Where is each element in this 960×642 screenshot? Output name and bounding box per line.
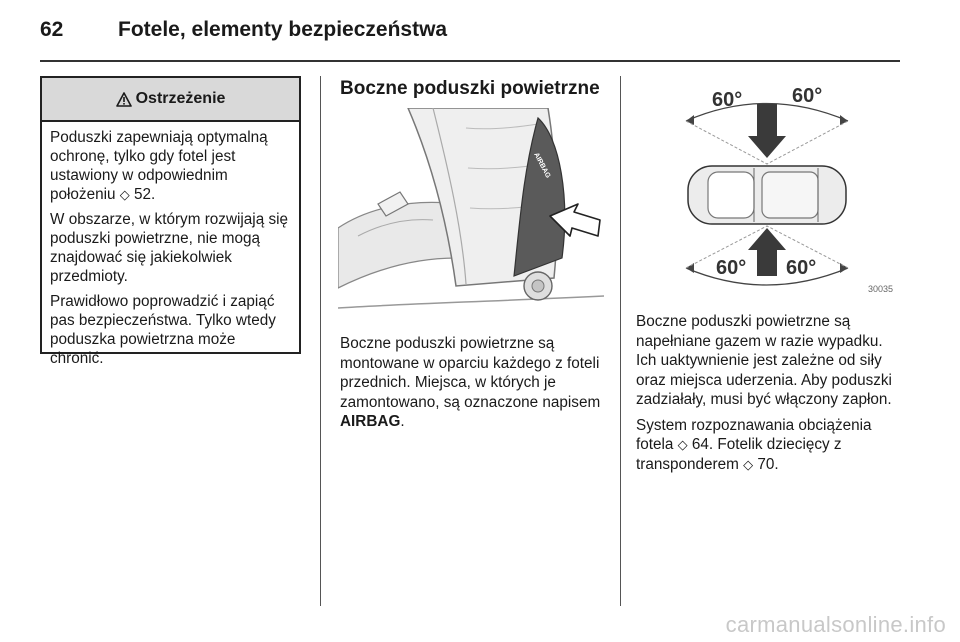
airbag-term: AIRBAG <box>340 413 401 430</box>
warning-title: Ostrzeżenie <box>135 90 226 107</box>
page-ref: 52. <box>134 186 156 203</box>
angle-label: 60° <box>786 257 817 279</box>
column-divider <box>620 76 621 606</box>
body-paragraph: Boczne poduszki powietrzne są napełniane gazem w razie wypadku. Ich uaktywnienie jest zależne od siły oraz miejsca uderzenia. Aby poduszki zadziałały, musi być włączony zapłon. <box>636 313 892 408</box>
warning-text: Poduszki zapewniają optymalną ochronę, tylko gdy fotel jest ustawiony w odpowiednim położeniu <box>50 129 268 203</box>
figure-number: 30035 <box>868 284 894 294</box>
body-text: System rozpoznawania obciążenia fotela <box>636 416 872 453</box>
page-ref: 64. Fotelik dziecięcy z transponderem <box>636 436 842 473</box>
column-divider <box>320 76 321 606</box>
warning-box <box>40 76 301 367</box>
angle-label: 60° <box>792 85 823 107</box>
airbag-deployment-diagram <box>636 76 902 298</box>
page-number: 62 <box>40 18 64 41</box>
body-paragraph <box>340 334 606 432</box>
seat-airbag-illustration <box>338 108 604 320</box>
warning-paragraph <box>50 128 291 204</box>
page-ref: 70. <box>757 455 779 473</box>
header-rule <box>40 60 900 62</box>
section-title: Boczne poduszki powietrzne <box>340 78 600 99</box>
airbag-label: AIRBAG <box>532 151 552 180</box>
body-paragraph <box>636 416 904 475</box>
section-body <box>340 334 606 438</box>
watermark: carmanualsonline.info <box>725 612 946 637</box>
body-text: Boczne poduszki powietrzne są montowane w oparciu każdego z foteli przednich. Miejsca, w których je zamontowano, są oznaczone napisem <box>340 335 601 411</box>
angle-label: 60° <box>716 257 747 279</box>
right-body <box>636 312 904 480</box>
page-ref-icon: ◇ <box>677 437 688 452</box>
warning-triangle-icon <box>116 92 132 107</box>
page-ref-icon: ◇ <box>119 187 130 202</box>
angle-label: 60° <box>712 89 743 111</box>
warning-paragraph: Prawidłowo poprowadzić i zapiąć pas bezpieczeństwa. Tylko wtedy poduszka powietrzna może chronić. <box>50 293 276 367</box>
body-end: . <box>400 413 405 430</box>
page-ref-icon: ◇ <box>743 456 754 472</box>
warning-header <box>42 78 299 122</box>
page-title: Fotele, elementy bezpieczeństwa <box>118 18 448 41</box>
warning-paragraph: W obszarze, w którym rozwijają się poduszki powietrzne, nie mogą znajdować się jakiekolwiek przedmioty. <box>50 211 289 285</box>
